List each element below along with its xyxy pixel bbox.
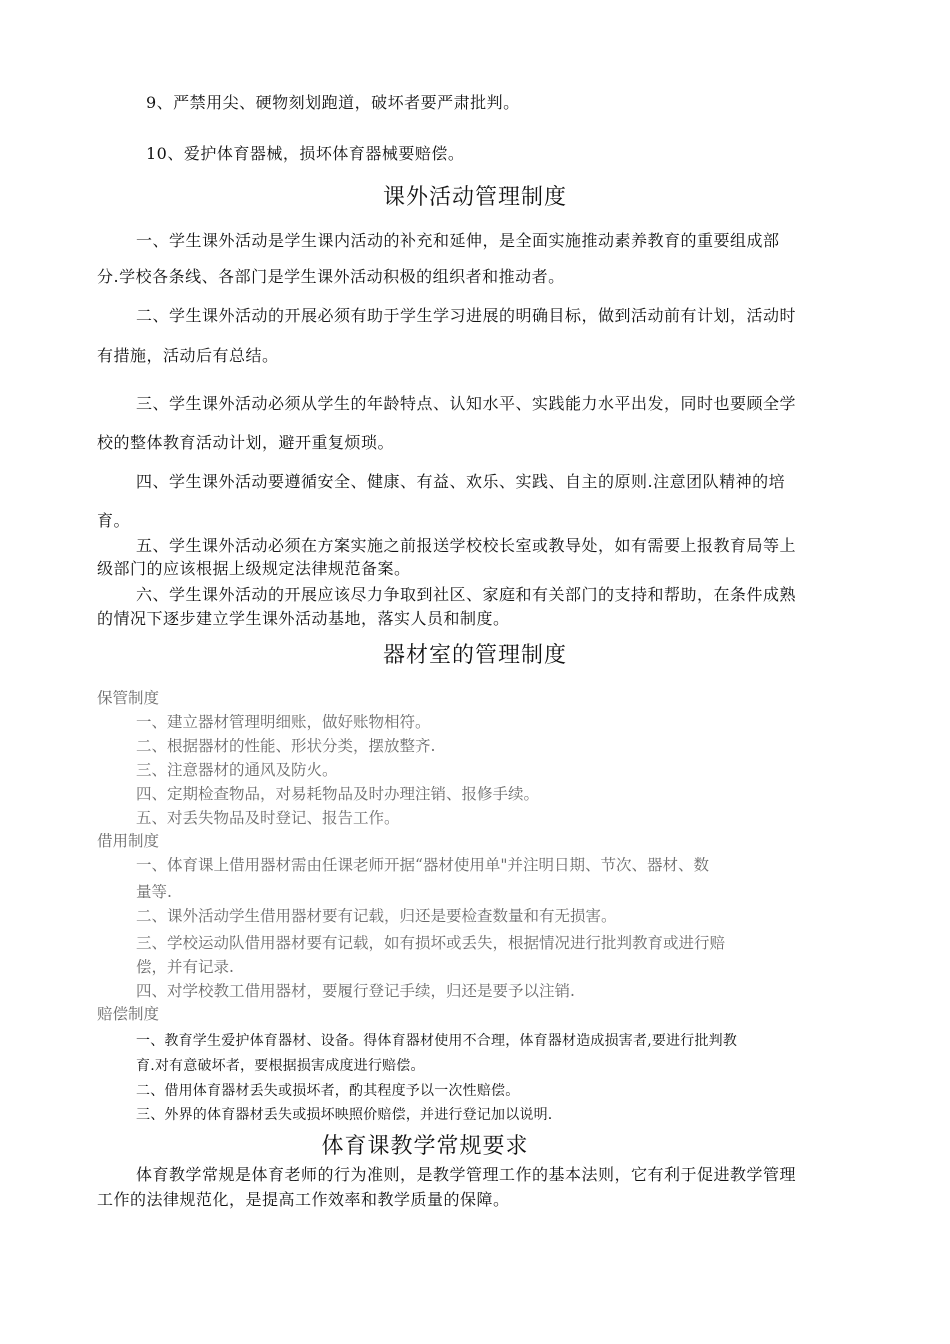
activity-p1-line2: 分.学校各条线、各部门是学生课外活动积极的组织者和推动者。 — [97, 267, 565, 286]
borrow-item3-line2: 偿，并有记录. — [136, 958, 234, 976]
borrow-item2: 二、课外活动学生借用器材要有记载，归还是要检查数量和有无损害。 — [136, 907, 617, 925]
pe-p1-line1: 体育教学常规是体育老师的行为准则，是教学管理工作的基本法则，它有利于促进教学管理 — [136, 1165, 797, 1184]
activity-p5-line1: 五、学生课外活动必须在方案实施之前报送学校校长室或教导处，如有需要上报教育局等上 — [136, 536, 797, 555]
rule-item-10: 10、爱护体育器械，损坏体育器械要赔偿。 — [146, 144, 465, 163]
pe-section-title: 体育课教学常规要求 — [321, 1134, 529, 1159]
activity-p4-line1: 四、学生课外活动要遵循安全、健康、有益、欢乐、实践、自主的原则.注意团队精神的培 — [136, 472, 786, 491]
compensation-item3: 三、外界的体育器材丢失或损坏映照价赔偿，并进行登记加以说明. — [136, 1107, 553, 1123]
rule-item-9: 9、严禁用尖、硬物刻划跑道，破坏者要严肃批判。 — [146, 93, 520, 112]
compensation-item1-line2: 育.对有意破坏者，要根据损害成度进行赔偿。 — [136, 1058, 425, 1074]
borrow-item3-line1: 三、学校运动队借用器材要有记载，如有损坏或丢失，根据情况进行批判教育或进行赔 — [136, 934, 726, 952]
activity-p4-line2: 育。 — [97, 511, 131, 530]
borrow-heading: 借用制度 — [97, 832, 160, 850]
pe-p1-line2: 工作的法律规范化，是提高工作效率和教学质量的保障。 — [97, 1190, 510, 1209]
activity-section-title: 课外活动管理制度 — [382, 185, 567, 210]
activity-p6-line2: 的情况下逐步建立学生课外活动基地，落实人员和制度。 — [97, 609, 510, 628]
activity-p3-line1: 三、学生课外活动必须从学生的年龄特点、认知水平、实践能力水平出发，同时也要顾全学 — [136, 394, 797, 413]
activity-p5-line2: 级部门的应该根据上级规定法律规范备案。 — [97, 559, 411, 578]
equipment-section-title: 器材室的管理制度 — [382, 643, 567, 668]
custody-item: 二、根据器材的性能、形状分类，摆放整齐. — [136, 737, 436, 755]
custody-item: 一、建立器材管理明细账，做好账物相符。 — [136, 713, 431, 731]
custody-item: 五、对丢失物品及时登记、报告工作。 — [136, 809, 400, 827]
activity-p2-line1: 二、学生课外活动的开展必须有助于学生学习进展的明确目标，做到活动前有计划，活动时 — [136, 306, 797, 325]
compensation-item2: 二、借用体育器材丢失或损坏者，酌其程度予以一次性赔偿。 — [136, 1083, 520, 1099]
compensation-item1-line1: 一、教育学生爱护体育器材、设备。得体育器材使用不合理，体育器材造成损害者,要进行批判教 — [136, 1033, 738, 1049]
activity-p1-line1: 一、学生课外活动是学生课内活动的补充和延伸，是全面实施推动素养教育的重要组成部 — [136, 231, 780, 250]
activity-p2-line2: 有措施，活动后有总结。 — [97, 346, 279, 365]
compensation-heading: 赔偿制度 — [97, 1005, 160, 1023]
custody-item: 四、定期检查物品，对易耗物品及时办理注销、报修手续。 — [136, 785, 540, 803]
borrow-item1-line1: 一、体育课上借用器材需由任课老师开据“器材使用单"并注明日期、节次、器材、数 — [136, 856, 710, 874]
activity-p6-line1: 六、学生课外活动的开展应该尽力争取到社区、家庭和有关部门的支持和帮助，在条件成熟 — [136, 585, 797, 604]
borrow-item1-line2: 量等. — [136, 883, 172, 901]
custody-item: 三、注意器材的通风及防火。 — [136, 761, 338, 779]
activity-p3-line2: 校的整体教育活动计划，避开重复烦琐。 — [97, 433, 395, 452]
custody-heading: 保管制度 — [97, 689, 160, 707]
borrow-item4: 四、对学校教工借用器材，要履行登记手续，归还是要予以注销. — [136, 982, 575, 1000]
